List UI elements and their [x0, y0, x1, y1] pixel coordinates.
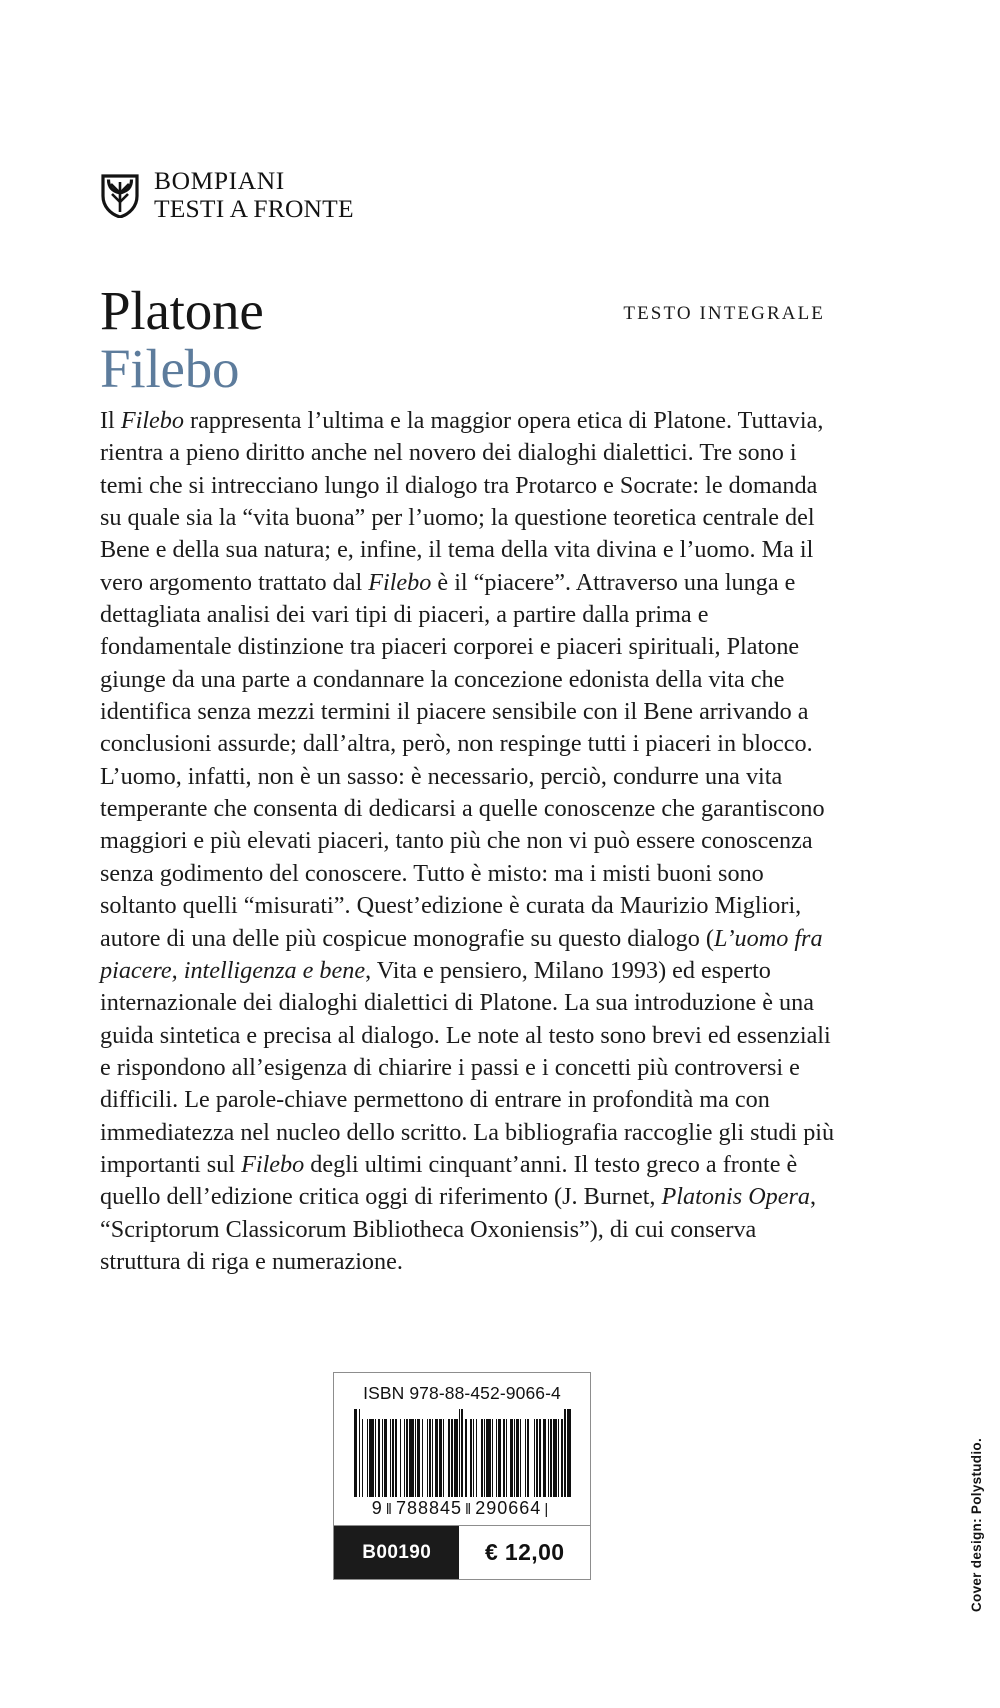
book-title: Filebo	[100, 338, 240, 400]
blurb-text-segment: rappresenta l’ultima e la maggior opera etica di Platone. Tuttavia, rientra a pieno diritto anche nel novero dei dialoghi dialettici. Tre sono i temi che si intrecciano lungo il dialogo tra Protarco e Socrate: le domanda su quale sia la “vita buona” per l’uomo; la questione teoretica centrale del Bene e della sua natura; e, infine, il tema della vita divina e l’uomo. Ma il vero argomento trattato dal	[100, 407, 824, 596]
bompiani-shield-logo-icon	[100, 172, 140, 218]
barcode-guard-right-icon: |	[544, 1501, 550, 1518]
blurb-text-segment: , “Scriptorum Classicorum Bibliotheca Oxoniensis”), di cui conserva struttura di riga e numerazione.	[100, 1183, 817, 1275]
title-zone	[100, 280, 900, 400]
publisher-logo-block	[100, 168, 354, 221]
blurb-text-segment: è il “piacere”. Attraverso una lunga e dettagliata analisi dei vari tipi di piaceri, a partire dalla prima e fondamentale distinzione tra piaceri corporei e piaceri spirituali, Platone giunge da una parte a condannare la concezione edonista della vita che identifica senza mezzi termini il piacere sensibile con il Bene arrivando a conclusioni assurde; dall’altra, però, non respinge tutti i piaceri in blocco. L’uomo, infatti, non è un sasso: è necessario, perciò, condurre una vita temperante che consenta di dedicarsi a quelle conoscenze che garantiscono maggiori e più elevati piaceri, tanto più che non vi può essere conoscenza senza godimento del conoscere. Tutto è misto: ma i misti buoni sono soltanto quelli “misurati”. Quest’edizione è curata da Maurizio Migliori, autore di una delle più cospicue monografie su questo dialogo (	[100, 568, 825, 952]
isbn-label: ISBN 978-88-452-9066-4	[363, 1383, 561, 1403]
barcode-digits	[334, 1497, 590, 1525]
publisher-wordmark	[154, 168, 354, 221]
internal-code: B00190	[334, 1526, 459, 1579]
blurb-text-segment: Il	[100, 407, 121, 434]
barcode-digit-leading: 9	[371, 1498, 383, 1518]
barcode-block	[333, 1372, 591, 1580]
barcode-bars	[354, 1409, 570, 1497]
barcode-footer	[334, 1525, 590, 1579]
barcode-digits-right: 290664	[475, 1498, 542, 1518]
publisher-series: TESTI A FRONTE	[154, 193, 354, 223]
back-cover-blurb	[100, 405, 835, 1278]
blurb-text-segment: degli ultimi cinquant’anni. Il testo greco a fronte è quello dell’edizione critica oggi di riferimento (J. Burnet,	[100, 1150, 798, 1211]
blurb-italic-segment: L’uomo fra piacere, intelligenza e bene	[100, 924, 823, 984]
barcode-digits-left: 788845	[395, 1498, 463, 1518]
blurb-text-segment: , Vita e pensiero, Milano 1993) ed esperto internazionale dei dialoghi dialettici di Platone. La sua introduzione è una guida sintetica e precisa al dialogo. Le note al testo sono brevi ed essenziali e rispondono all’esigenza di chiarire i passi e i concetti più controversi e difficili. Le parole-chiave permettono di entrare in profondità ma con immediatezza nel nucleo dello scritto. La bibliografia raccoglie gli studi più importanti sul	[100, 956, 835, 1178]
price-label: € 12,00	[459, 1526, 590, 1579]
blurb-italic-segment: Filebo	[368, 568, 432, 596]
blurb-italic-segment: Platonis Opera	[661, 1183, 810, 1211]
barcode-guard-center-icon: ‖	[465, 1501, 473, 1518]
edition-note: TESTO INTEGRALE	[623, 303, 825, 324]
author-name: Platone	[100, 280, 264, 341]
blurb-italic-segment: Filebo	[241, 1150, 305, 1178]
barcode-bar	[567, 1409, 570, 1497]
publisher-name: BOMPIANI	[154, 166, 285, 195]
barcode-guard-left-icon: ‖	[385, 1501, 393, 1518]
blurb-italic-segment: Filebo	[120, 407, 184, 434]
cover-design-credit: Cover design: Polystudio.	[969, 1437, 984, 1612]
